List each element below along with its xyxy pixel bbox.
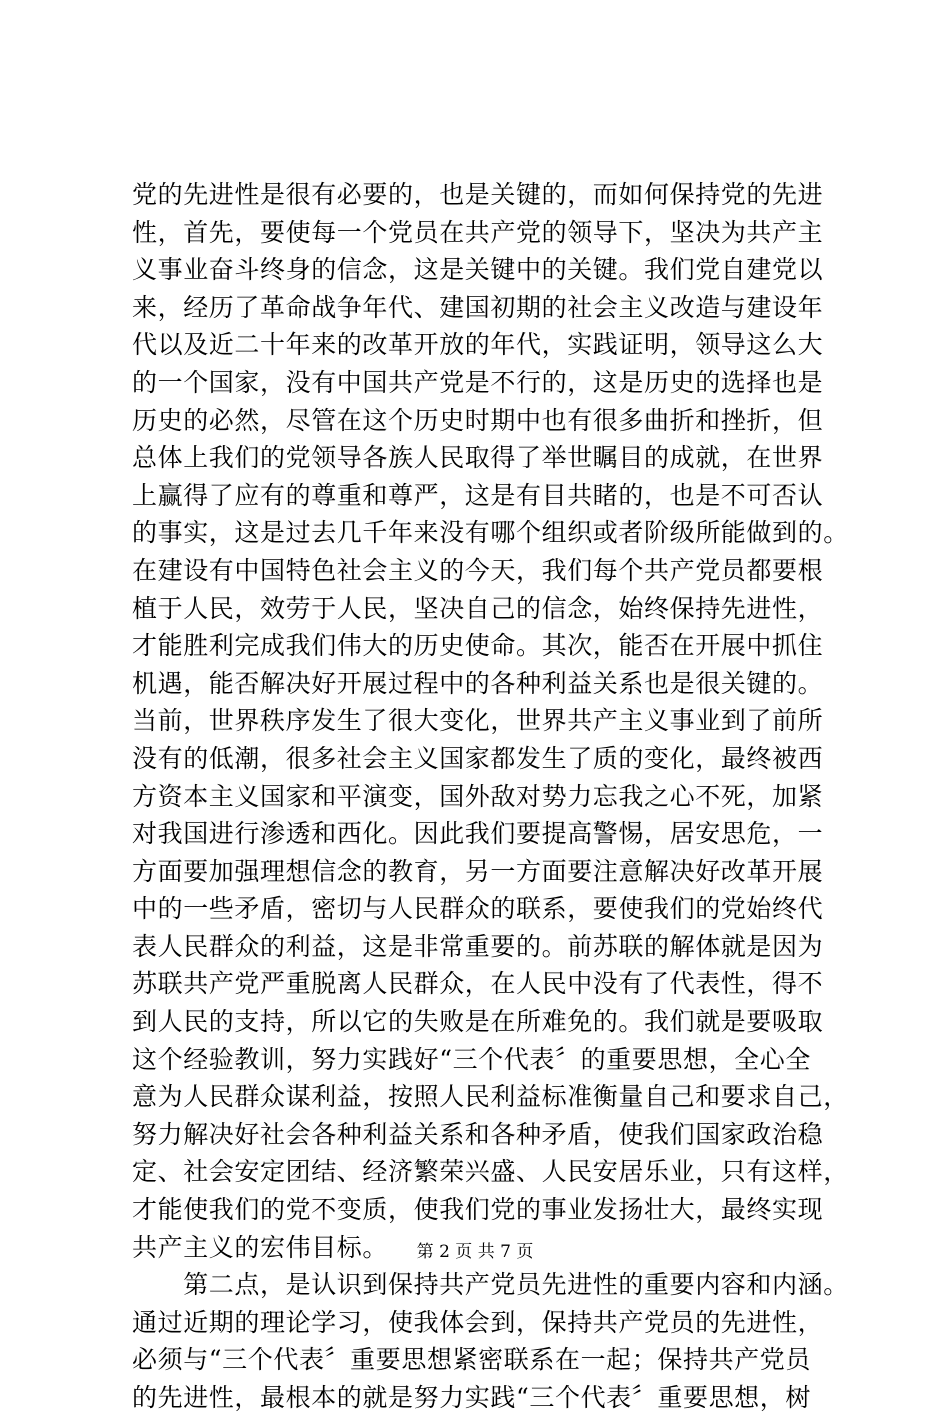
text-line: 方资本主义国家和平演变，国外敌对势力忘我之心不死，加紧: [132, 781, 824, 811]
text-line: 苏联共产党严重脱离人民群众，在人民中没有了代表性，得不: [132, 969, 824, 999]
text-line: 第二点，是认识到保持共产党员先进性的重要内容和内涵。: [132, 1270, 849, 1300]
text-line: 的先进性，最根本的就是努力实践“三个代表〞重要思想，树: [132, 1383, 811, 1412]
text-line: 这个经验教训，努力实践好“三个代表〞的重要思想，全心全: [132, 1044, 811, 1074]
text-line: 代以及近二十年来的改革开放的年代，实践证明，领导这么大: [132, 330, 824, 360]
page-number: 第 2 页 共 7 页: [416, 1242, 534, 1262]
text-line: 总体上我们的党领导各族人民取得了举世瞩目的成就，在世界: [132, 443, 824, 473]
text-line: 来，经历了革命战争年代、建国初期的社会主义改造与建设年: [132, 292, 824, 322]
text-line: 必须与“三个代表〞重要思想紧密联系在一起；保持共产党员: [132, 1345, 811, 1375]
text-line: 意为人民群众谋利益，按照人民利益标准衡量自己和要求自己，: [132, 1082, 849, 1112]
text-line: 才能胜利完成我们伟大的历史使命。其次，能否在开展中抓住: [132, 631, 824, 661]
text-line: 对我国进行渗透和西化。因此我们要提高警惕，居安思危，一: [132, 819, 824, 849]
text-line: 中的一些矛盾，密切与人民群众的联系，要使我们的党始终代: [132, 894, 824, 924]
text-line: 义事业奋斗终身的信念，这是关键中的关键。我们党自建党以: [132, 255, 824, 285]
text-line: 上赢得了应有的尊重和尊严，这是有目共睹的，也是不可否认: [132, 480, 824, 510]
text-line: 的一个国家，没有中国共产党是不行的，这是历史的选择也是: [132, 367, 824, 397]
text-line: 定、社会安定团结、经济繁荣兴盛、人民安居乐业，只有这样，: [132, 1157, 849, 1187]
text-line: 植于人民，效劳于人民，坚决自己的信念，始终保持先进性，: [132, 593, 824, 623]
text-line: 党的先进性是很有必要的，也是关键的，而如何保持党的先进: [132, 180, 824, 209]
text-line: 没有的低潮，很多社会主义国家都发生了质的变化，最终被西: [132, 743, 824, 773]
text-line: 努力解决好社会各种利益关系和各种矛盾，使我们国家政治稳: [132, 1119, 824, 1149]
text-line: 性，首先，要使每一个党员在共产党的领导下，坚决为共产主: [132, 217, 824, 247]
text-line: 表人民群众的利益，这是非常重要的。前苏联的解体就是因为: [132, 931, 824, 961]
text-line: 当前，世界秩序发生了很大变化，世界共产主义事业到了前所: [132, 706, 824, 736]
page-footer: [0, 1240, 950, 1264]
body-text: [132, 176, 849, 1417]
text-line: 历史的必然，尽管在这个历史时期中也有很多曲折和挫折，但: [132, 405, 824, 435]
text-line: 方面要加强理想信念的教育，另一方面要注意解决好改革开展: [132, 856, 824, 886]
text-line: 到人民的支持，所以它的失败是在所难免的。我们就是要吸取: [132, 1007, 824, 1037]
text-line: 共产主义的宏伟目标。: [132, 1232, 389, 1262]
text-line: 在建设有中国特色社会主义的今天，我们每个共产党员都要根: [132, 555, 824, 585]
text-line: 才能使我们的党不变质，使我们党的事业发扬壮大，最终实现: [132, 1195, 824, 1225]
text-line: 的事实，这是过去几千年来没有哪个组织或者阶级所能做到的。: [132, 518, 849, 548]
text-line: 通过近期的理论学习，使我体会到，保持共产党员的先进性，: [132, 1307, 824, 1337]
text-line: 机遇，能否解决好开展过程中的各种利益关系也是很关键的。: [132, 668, 824, 698]
